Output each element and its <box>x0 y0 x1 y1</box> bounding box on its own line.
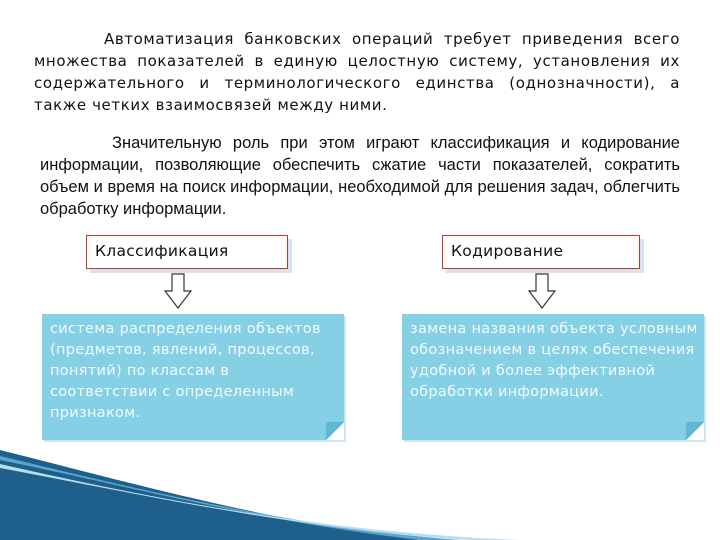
classification-title: Классификация <box>95 242 229 260</box>
page-fold-corner <box>326 422 344 440</box>
decorative-swoosh <box>0 450 720 540</box>
page-fold-corner <box>686 422 704 440</box>
classification-definition-note <box>42 314 344 440</box>
down-arrow-icon <box>164 273 192 309</box>
classification-box <box>86 235 288 269</box>
coding-box <box>442 235 640 269</box>
coding-title: Кодирование <box>451 242 564 260</box>
intro-paragraph: Автоматизация банковских операций требует приведения всего множества показателей в единую целостную систему, установления их содержательного и терминологического единства (однозначности), а также четких взаимосвязей между ними. <box>34 30 680 114</box>
second-paragraph: Значительную роль при этом играют классификация и кодирование информации, позволяющие обеспечить сжатие части показателей, сократить объем и время на поиск информации, необходимой для решения задач, облегчить обработку информации. <box>40 134 680 218</box>
coding-definition-note <box>402 314 704 440</box>
down-arrow-icon <box>528 273 556 309</box>
classification-definition: система распределения объектов (предметов, явлений, процессов, понятий) по классам в соответствии с определенным признаком. <box>50 321 321 421</box>
coding-definition: замена названия объекта условным обозначением в целях обеспечения удобной и более эффективной обработки информации. <box>410 321 698 400</box>
